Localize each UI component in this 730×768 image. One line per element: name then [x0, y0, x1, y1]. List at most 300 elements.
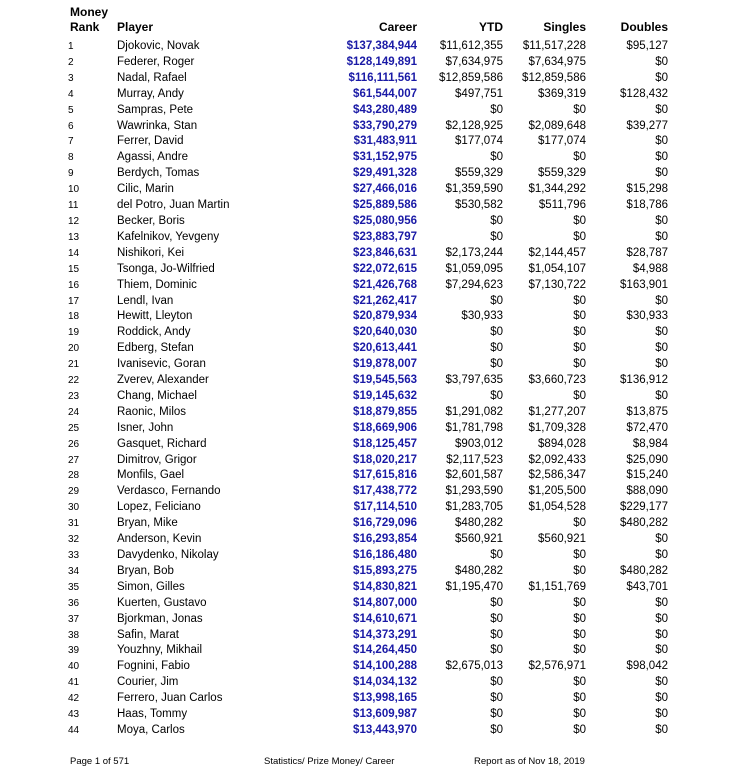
doubles-cell: $229,177 [620, 501, 668, 514]
career-cell: $31,152,975 [353, 151, 417, 164]
rank-cell: 40 [68, 661, 80, 673]
career-cell: $19,545,563 [353, 374, 417, 387]
player-cell: Agassi, Andre [117, 151, 188, 164]
doubles-cell: $30,933 [626, 310, 668, 323]
singles-cell: $0 [573, 389, 586, 402]
player-cell: Djokovic, Novak [117, 40, 200, 52]
table-row [0, 87, 730, 103]
singles-cell: $1,709,328 [528, 421, 586, 434]
table-row [0, 453, 730, 469]
ytd-column-header: YTD [479, 20, 503, 34]
player-cell: del Potro, Juan Martin [117, 199, 230, 212]
singles-cell: $0 [573, 310, 586, 323]
ytd-cell: $0 [490, 708, 503, 721]
doubles-cell: $0 [655, 55, 668, 68]
table-row [0, 421, 730, 437]
singles-cell: $2,586,347 [528, 469, 586, 482]
singles-cell: $1,344,292 [528, 183, 586, 196]
ytd-cell: $480,282 [455, 517, 503, 530]
table-row [0, 119, 730, 135]
career-cell: $22,072,615 [353, 262, 417, 275]
player-cell: Fognini, Fabio [117, 660, 190, 673]
doubles-cell: $18,786 [626, 199, 668, 212]
ytd-cell: $0 [490, 214, 503, 227]
table-row [0, 103, 730, 119]
career-cell: $116,111,561 [348, 71, 417, 84]
doubles-cell: $15,298 [626, 183, 668, 196]
table-row [0, 484, 730, 500]
ytd-cell: $0 [490, 389, 503, 402]
rank-cell: 16 [68, 279, 80, 291]
rank-cell: 7 [68, 136, 74, 148]
rank-cell: 34 [68, 565, 80, 577]
singles-cell: $0 [573, 326, 586, 339]
ytd-cell: $1,359,590 [445, 183, 503, 196]
rank-cell: 42 [68, 693, 80, 705]
rank-cell: 36 [68, 597, 80, 609]
player-cell: Raonic, Milos [117, 405, 187, 418]
singles-cell: $1,054,107 [528, 262, 586, 275]
doubles-cell: $4,988 [632, 262, 668, 275]
ytd-cell: $2,173,244 [445, 246, 503, 259]
player-cell: Kafelnikov, Yevgeny [117, 230, 220, 243]
doubles-cell: $0 [655, 676, 668, 689]
table-row [0, 405, 730, 421]
rank-cell: 22 [68, 375, 80, 387]
singles-cell: $0 [573, 564, 586, 577]
career-cell: $128,149,891 [346, 55, 417, 68]
player-cell: Bjorkman, Jonas [117, 612, 203, 625]
career-cell: $21,426,768 [353, 278, 417, 291]
career-cell: $33,790,279 [353, 119, 417, 132]
player-cell: Tsonga, Jo-Wilfried [117, 262, 215, 275]
table-row [0, 373, 730, 389]
ytd-cell: $0 [490, 644, 503, 657]
ytd-cell: $0 [490, 723, 503, 736]
career-cell: $14,610,671 [353, 612, 417, 625]
player-cell: Berdych, Tomas [117, 167, 200, 180]
doubles-column-header: Doubles [620, 20, 668, 34]
table-row [0, 691, 730, 707]
rank-cell: 19 [68, 327, 80, 339]
career-cell: $20,879,934 [353, 310, 417, 323]
doubles-cell: $0 [655, 135, 668, 148]
page-indicator: Page 1 of 571 [70, 756, 130, 767]
doubles-cell: $0 [655, 326, 668, 339]
doubles-cell: $0 [655, 612, 668, 625]
table-row [0, 707, 730, 723]
rank-cell: 8 [68, 152, 74, 164]
singles-cell: $1,151,769 [528, 580, 586, 593]
table-row [0, 71, 730, 87]
singles-cell: $0 [573, 692, 586, 705]
singles-cell: $511,796 [538, 199, 586, 212]
doubles-cell: $163,901 [620, 278, 668, 291]
player-cell: Hewitt, Lleyton [117, 310, 193, 323]
table-row [0, 39, 730, 55]
ytd-cell: $903,012 [455, 437, 503, 450]
doubles-cell: $136,912 [620, 374, 668, 387]
doubles-cell: $0 [655, 596, 668, 609]
singles-cell: $1,205,500 [528, 485, 586, 498]
doubles-cell: $0 [655, 389, 668, 402]
singles-cell: $12,859,586 [522, 71, 586, 84]
career-cell: $21,262,417 [353, 294, 417, 307]
player-cell: Wawrinka, Stan [117, 119, 198, 132]
career-cell: $14,830,821 [353, 580, 417, 593]
rank-cell: 10 [68, 184, 80, 196]
table-row [0, 150, 730, 166]
table-row [0, 612, 730, 628]
career-cell: $23,846,631 [353, 246, 417, 259]
rank-cell: 32 [68, 534, 80, 546]
singles-cell: $0 [573, 723, 586, 736]
player-cell: Bryan, Bob [117, 564, 174, 577]
career-cell: $16,293,854 [353, 533, 417, 546]
table-row [0, 548, 730, 564]
doubles-cell: $13,875 [626, 405, 668, 418]
singles-cell: $0 [573, 517, 586, 530]
singles-cell: $369,319 [538, 87, 586, 100]
player-cell: Moya, Carlos [117, 723, 185, 736]
ytd-cell: $7,634,975 [445, 55, 503, 68]
doubles-cell: $0 [655, 342, 668, 355]
player-cell: Kuerten, Gustavo [117, 596, 207, 609]
prize-money-table [0, 39, 730, 739]
table-row [0, 134, 730, 150]
rank-cell: 4 [68, 88, 74, 100]
career-cell: $18,879,855 [353, 405, 417, 418]
rank-cell: 39 [68, 645, 80, 657]
doubles-cell: $0 [655, 151, 668, 164]
player-cell: Thiem, Dominic [117, 278, 197, 291]
table-row [0, 580, 730, 596]
career-cell: $17,615,816 [353, 469, 417, 482]
rank-cell: 29 [68, 486, 80, 498]
doubles-cell: $0 [655, 708, 668, 721]
singles-cell: $177,074 [538, 135, 586, 148]
singles-cell: $559,329 [538, 167, 586, 180]
ytd-cell: $11,612,355 [439, 40, 503, 52]
career-cell: $20,640,030 [353, 326, 417, 339]
ytd-cell: $560,921 [455, 533, 503, 546]
player-column-header: Player [117, 20, 154, 34]
ytd-cell: $0 [490, 692, 503, 705]
doubles-cell: $72,470 [626, 421, 668, 434]
table-row [0, 675, 730, 691]
table-row [0, 564, 730, 580]
doubles-cell: $0 [655, 294, 668, 307]
singles-cell: $0 [573, 230, 586, 243]
rank-cell: 5 [68, 104, 74, 116]
table-row [0, 389, 730, 405]
ytd-cell: $559,329 [455, 167, 503, 180]
player-cell: Nishikori, Kei [117, 246, 185, 259]
player-cell: Lendl, Ivan [117, 294, 174, 307]
rank-cell: 28 [68, 470, 80, 482]
ytd-cell: $0 [490, 676, 503, 689]
table-row [0, 309, 730, 325]
career-cell: $29,491,328 [353, 167, 417, 180]
singles-cell: $1,277,207 [528, 405, 586, 418]
rank-cell: 26 [68, 438, 80, 450]
career-cell: $18,020,217 [353, 453, 417, 466]
rank-cell: 33 [68, 550, 80, 561]
ytd-cell: $0 [490, 103, 503, 116]
ytd-cell: $2,675,013 [445, 660, 503, 673]
doubles-cell: $0 [655, 71, 668, 84]
player-cell: Youzhny, Mikhail [117, 644, 203, 657]
singles-cell: $7,130,722 [528, 278, 586, 291]
rank-cell: 13 [68, 231, 80, 243]
doubles-cell: $8,984 [632, 437, 668, 450]
rank-cell: 24 [68, 406, 80, 418]
ytd-cell: $0 [490, 612, 503, 625]
table-row [0, 659, 730, 675]
player-cell: Federer, Roger [117, 55, 195, 68]
player-cell: Cilic, Marin [117, 183, 174, 196]
singles-cell: $2,089,648 [528, 119, 586, 132]
doubles-cell: $43,701 [626, 580, 668, 593]
career-cell: $14,034,132 [353, 676, 417, 689]
ytd-cell: $0 [490, 151, 503, 164]
table-row [0, 198, 730, 214]
ytd-cell: $1,291,082 [445, 405, 503, 418]
doubles-cell: $0 [655, 167, 668, 180]
player-cell: Sampras, Pete [117, 103, 194, 116]
table-row [0, 262, 730, 278]
report-path: Statistics/ Prize Money/ Career [264, 756, 395, 767]
ytd-cell: $0 [490, 628, 503, 641]
singles-cell: $3,660,723 [528, 374, 586, 387]
player-cell: Davydenko, Nikolay [117, 549, 219, 561]
rank-cell: 41 [68, 677, 80, 689]
career-cell: $19,878,007 [353, 358, 417, 371]
rank-cell: 18 [68, 311, 80, 323]
doubles-cell: $0 [655, 214, 668, 227]
doubles-cell: $0 [655, 103, 668, 116]
singles-cell: $7,634,975 [528, 55, 586, 68]
ytd-cell: $1,195,470 [445, 580, 503, 593]
ytd-cell: $0 [490, 358, 503, 371]
rank-cell: 27 [68, 454, 80, 466]
table-row [0, 596, 730, 612]
singles-cell: $11,517,228 [522, 40, 586, 52]
singles-cell: $560,921 [538, 533, 586, 546]
ytd-cell: $0 [490, 549, 503, 561]
singles-cell: $0 [573, 103, 586, 116]
rank-cell: 31 [68, 518, 80, 530]
ytd-cell: $3,797,635 [445, 374, 503, 387]
singles-cell: $0 [573, 708, 586, 721]
rank-cell: 1 [68, 41, 74, 52]
singles-cell: $0 [573, 612, 586, 625]
table-row [0, 437, 730, 453]
ytd-cell: $1,283,705 [445, 501, 503, 514]
table-row [0, 516, 730, 532]
singles-cell: $1,054,528 [528, 501, 586, 514]
singles-cell: $0 [573, 342, 586, 355]
career-cell: $13,609,987 [353, 708, 417, 721]
table-row [0, 246, 730, 262]
ytd-cell: $30,933 [461, 310, 503, 323]
table-row [0, 294, 730, 310]
rank-cell: 15 [68, 263, 80, 275]
singles-cell: $2,144,457 [528, 246, 586, 259]
report-date: Report as of Nov 18, 2019 [474, 756, 585, 767]
doubles-cell: $15,240 [626, 469, 668, 482]
money-column-header: Money [70, 5, 109, 19]
ytd-cell: $530,582 [455, 199, 503, 212]
table-row [0, 214, 730, 230]
rank-cell: 35 [68, 581, 80, 593]
ytd-cell: $1,293,590 [445, 485, 503, 498]
ytd-cell: $0 [490, 342, 503, 355]
table-row [0, 468, 730, 484]
table-row [0, 166, 730, 182]
doubles-cell: $0 [655, 230, 668, 243]
player-cell: Verdasco, Fernando [117, 485, 221, 498]
career-cell: $25,080,956 [353, 214, 417, 227]
rank-cell: 17 [68, 295, 80, 307]
career-cell: $19,145,632 [353, 389, 417, 402]
career-cell: $31,483,911 [353, 135, 417, 148]
career-cell: $14,807,000 [353, 596, 417, 609]
ytd-cell: $2,117,523 [446, 453, 503, 466]
doubles-cell: $95,127 [626, 40, 668, 52]
singles-cell: $2,092,433 [528, 453, 586, 466]
career-cell: $17,438,772 [353, 485, 417, 498]
doubles-cell: $28,787 [626, 246, 668, 259]
rank-cell: 14 [68, 247, 80, 259]
player-cell: Ivanisevic, Goran [117, 358, 206, 371]
ytd-cell: $7,294,623 [445, 278, 503, 291]
ytd-cell: $0 [490, 230, 503, 243]
table-row [0, 230, 730, 246]
player-cell: Dimitrov, Grigor [117, 453, 197, 466]
ytd-cell: $12,859,586 [439, 71, 503, 84]
doubles-cell: $480,282 [620, 564, 668, 577]
career-cell: $25,889,586 [353, 199, 417, 212]
doubles-cell: $98,042 [626, 660, 668, 673]
singles-cell: $894,028 [538, 437, 586, 450]
table-row [0, 500, 730, 516]
ytd-cell: $497,751 [455, 87, 503, 100]
singles-cell: $0 [573, 214, 586, 227]
ytd-cell: $2,128,925 [445, 119, 503, 132]
player-cell: Courier, Jim [117, 676, 179, 689]
rank-cell: 20 [68, 343, 80, 355]
doubles-cell: $0 [655, 358, 668, 371]
doubles-cell: $0 [655, 549, 668, 561]
doubles-cell: $0 [655, 628, 668, 641]
doubles-cell: $128,432 [620, 87, 668, 100]
rank-cell: 21 [68, 359, 80, 371]
rank-cell: 2 [68, 56, 74, 68]
ytd-cell: $0 [490, 596, 503, 609]
table-row [0, 643, 730, 659]
career-cell: $23,883,797 [353, 230, 417, 243]
player-cell: Zverev, Alexander [117, 374, 209, 387]
rank-cell: 23 [68, 390, 80, 402]
table-row [0, 341, 730, 357]
doubles-cell: $0 [655, 644, 668, 657]
player-cell: Simon, Gilles [117, 580, 185, 593]
singles-cell: $0 [573, 294, 586, 307]
table-row [0, 278, 730, 294]
table-row [0, 182, 730, 198]
career-cell: $14,100,288 [353, 660, 417, 673]
career-cell: $17,114,510 [353, 501, 417, 514]
player-cell: Lopez, Feliciano [117, 501, 201, 514]
ytd-cell: $0 [490, 294, 503, 307]
singles-cell: $0 [573, 596, 586, 609]
rank-cell: 6 [68, 120, 74, 132]
rank-cell: 11 [68, 200, 79, 212]
singles-cell: $0 [573, 549, 586, 561]
singles-cell: $2,576,971 [528, 660, 586, 673]
table-row [0, 325, 730, 341]
player-cell: Ferrer, David [117, 135, 184, 148]
doubles-cell: $0 [655, 533, 668, 546]
rank-cell: 12 [68, 215, 80, 227]
table-row [0, 723, 730, 739]
career-cell: $20,613,441 [353, 342, 417, 355]
player-cell: Becker, Boris [117, 214, 185, 227]
rank-column-header: Rank [70, 20, 100, 34]
career-cell: $13,443,970 [353, 723, 417, 736]
rank-cell: 3 [68, 72, 74, 84]
singles-cell: $0 [573, 628, 586, 641]
career-cell: $18,125,457 [353, 437, 417, 450]
doubles-cell: $39,277 [626, 119, 668, 132]
rank-cell: 30 [68, 502, 80, 514]
singles-cell: $0 [573, 151, 586, 164]
ytd-cell: $1,781,798 [445, 421, 503, 434]
player-cell: Roddick, Andy [117, 326, 191, 339]
table-row [0, 357, 730, 373]
rank-cell: 38 [68, 629, 80, 641]
player-cell: Chang, Michael [117, 389, 197, 402]
player-cell: Isner, John [117, 421, 174, 434]
singles-cell: $0 [573, 644, 586, 657]
ytd-cell: $480,282 [455, 564, 503, 577]
player-cell: Gasquet, Richard [117, 437, 207, 450]
career-cell: $61,544,007 [353, 87, 417, 100]
ytd-cell: $177,074 [455, 135, 503, 148]
rank-cell: 43 [68, 709, 80, 721]
player-cell: Haas, Tommy [117, 708, 188, 721]
player-cell: Anderson, Kevin [117, 533, 202, 546]
ytd-cell: $0 [490, 326, 503, 339]
ytd-cell: $1,059,095 [445, 262, 503, 275]
player-cell: Nadal, Rafael [117, 71, 187, 84]
doubles-cell: $480,282 [620, 517, 668, 530]
table-row [0, 532, 730, 548]
career-column-header: Career [378, 20, 417, 34]
career-cell: $16,729,096 [353, 517, 417, 530]
player-cell: Monfils, Gael [117, 469, 185, 482]
table-row [0, 55, 730, 71]
table-row [0, 628, 730, 644]
player-cell: Ferrero, Juan Carlos [117, 692, 223, 705]
doubles-cell: $0 [655, 692, 668, 705]
rank-cell: 37 [68, 613, 80, 625]
career-cell: $14,264,450 [353, 644, 417, 657]
singles-cell: $0 [573, 358, 586, 371]
career-cell: $15,893,275 [353, 564, 417, 577]
player-cell: Safin, Marat [117, 628, 179, 641]
